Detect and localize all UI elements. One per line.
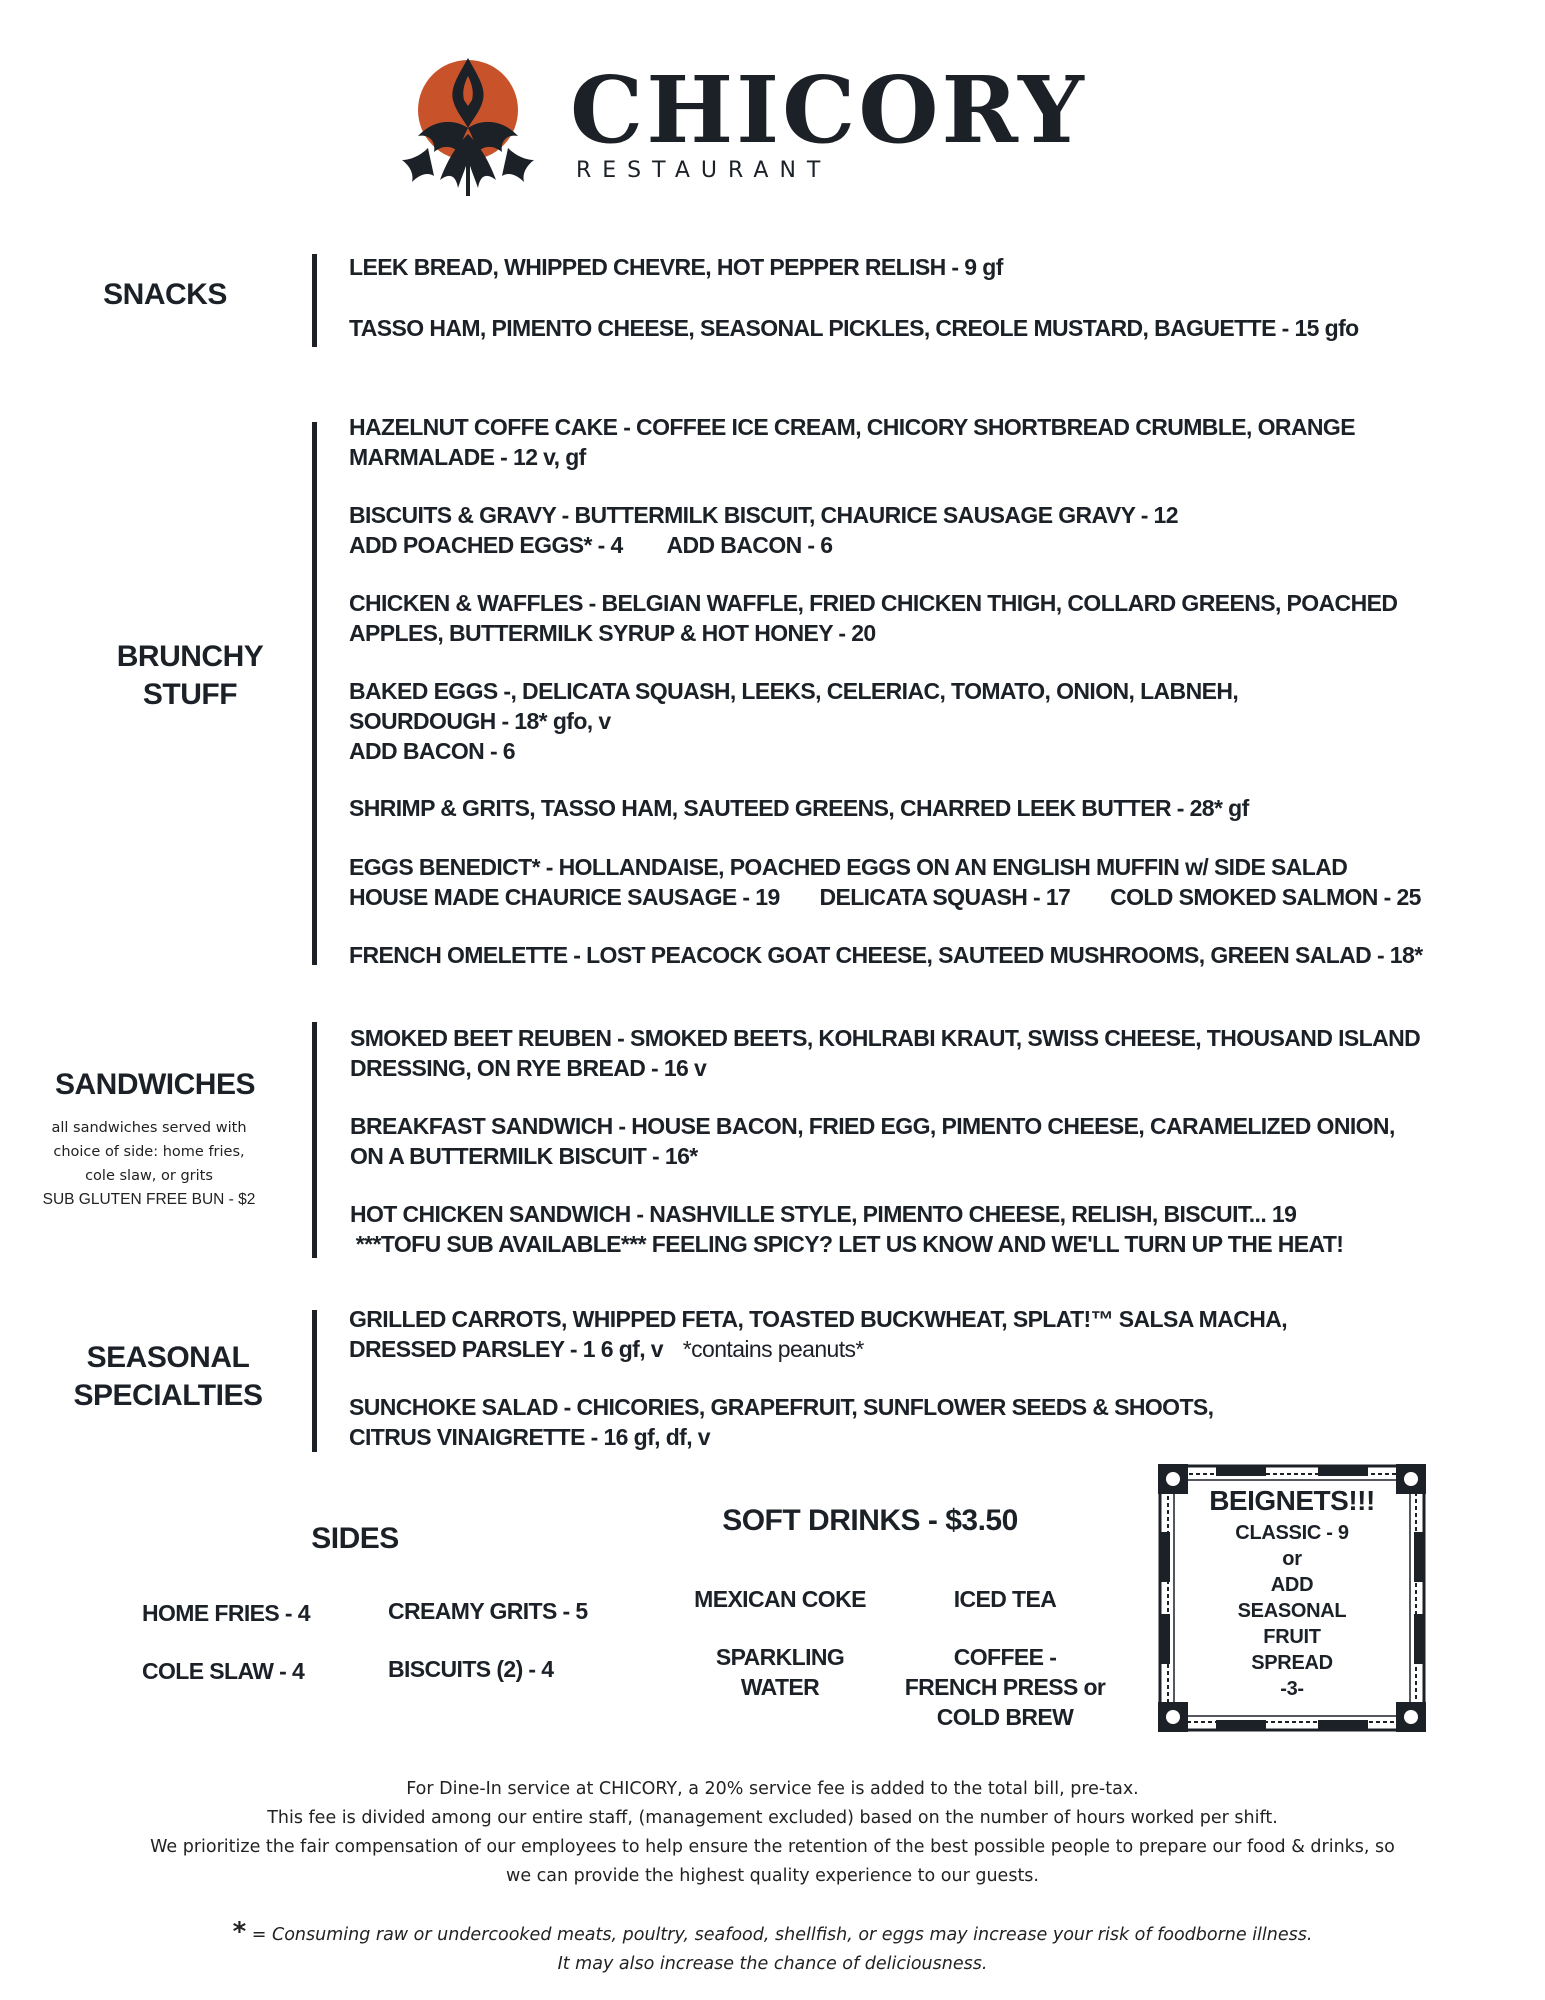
divider: [312, 1022, 317, 1258]
menu-item-line: CHICKEN & WAFFLES - BELGIAN WAFFLE, FRIED CHICKEN THIGH, COLLARD GREENS, POACHED: [349, 590, 1398, 616]
drinks-title: SOFT DRINKS - $3.50: [722, 1504, 1018, 1537]
beignets-line: SEASONAL: [1237, 1600, 1347, 1622]
note-line: SUB GLUTEN FREE BUN - $2: [42, 1191, 256, 1208]
menu-item: FRENCH OMELETTE - LOST PEACOCK GOAT CHEESE, SAUTEED MUSHROOMS, GREEN SALAD - 18*: [349, 942, 1423, 968]
menu-item-text: DRESSED PARSLEY - 1 6 gf, v: [349, 1336, 663, 1362]
food-safety-disclaimer: [0, 1918, 1545, 1979]
drink-line: SPARKLING: [715, 1644, 845, 1670]
allergen-note: *contains peanuts*: [682, 1336, 864, 1362]
divider: [312, 422, 317, 965]
menu-item-line: ***TOFU SUB AVAILABLE*** FEELING SPICY? LET US KNOW AND WE'LL TURN UP THE HEAT!: [350, 1231, 1344, 1257]
drink-line: WATER: [740, 1674, 820, 1700]
section-label-seasonal: [48, 1339, 288, 1415]
menu-item-line: EGGS BENEDICT* - HOLLANDAISE, POACHED EGGS ON AN ENGLISH MUFFIN w/ SIDE SALAD: [349, 854, 1348, 880]
notice-line: This fee is divided among our entire staff, (management excluded) based on the number of hours worked per shift.: [267, 1808, 1278, 1828]
chicory-leaf-icon: [398, 48, 538, 198]
logo: [398, 48, 538, 198]
menu-item-line: SMOKED BEET REUBEN - SMOKED BEETS, KOHLRABI KRAUT, SWISS CHEESE, THOUSAND ISLAND: [350, 1025, 1421, 1051]
section-label-line: STUFF: [142, 678, 238, 711]
beignets-title: BEIGNETS!!!: [1209, 1485, 1375, 1516]
drink-item: [670, 1642, 890, 1702]
menu-item: [349, 588, 1397, 648]
menu-item: [349, 412, 1355, 472]
beignets-line: or: [1282, 1548, 1302, 1570]
service-fee-notice: [0, 1775, 1545, 1891]
drink-item: MEXICAN COKE: [694, 1586, 866, 1612]
beignets-details: [1156, 1520, 1428, 1702]
section-label-line: SEASONAL: [86, 1341, 250, 1374]
menu-item: [349, 500, 1178, 560]
section-label-brunch: [90, 638, 290, 714]
drink-item: ICED TEA: [953, 1586, 1057, 1612]
menu-item-line: [349, 530, 1178, 560]
brand-subtitle: RESTAURANT: [576, 158, 832, 183]
menu-item-line: BISCUITS & GRAVY - BUTTERMILK BISCUIT, CHAURICE SAUSAGE GRAVY - 12: [349, 502, 1178, 528]
menu-item: SHRIMP & GRITS, TASSO HAM, SAUTEED GREENS, CHARRED LEEK BUTTER - 28* gf: [349, 795, 1249, 821]
drink-line: COLD BREW: [936, 1704, 1074, 1730]
sides-title: SIDES: [311, 1522, 399, 1555]
side-item: BISCUITS (2) - 4: [388, 1656, 554, 1682]
notice-line: we can provide the highest quality experience to our guests.: [506, 1866, 1039, 1886]
menu-item: [350, 1023, 1420, 1083]
menu-item: [350, 1111, 1395, 1171]
add-on: ADD BACON - 6: [666, 532, 833, 558]
notice-line: For Dine-In service at CHICORY, a 20% service fee is added to the total bill, pre-tax.: [406, 1779, 1139, 1799]
menu-item-line: SOURDOUGH - 18* gfo, v: [349, 708, 611, 734]
section-label-line: BRUNCHY: [116, 640, 264, 673]
brand-name: CHICORY: [570, 56, 1087, 164]
beignets-line: FRUIT: [1263, 1626, 1321, 1648]
beignets-line: -3-: [1280, 1678, 1304, 1700]
variant: HOUSE MADE CHAURICE SAUSAGE - 19: [349, 884, 780, 910]
menu-item-line: CITRUS VINAIGRETTE - 16 gf, df, v: [349, 1424, 711, 1450]
add-on: ADD POACHED EGGS* - 4: [349, 532, 623, 558]
note-line: choice of side: home fries,: [53, 1144, 245, 1160]
menu-item-line: APPLES, BUTTERMILK SYRUP & HOT HONEY - 20: [349, 620, 876, 646]
menu-item-line: SUNCHOKE SALAD - CHICORIES, GRAPEFRUIT, SUNFLOWER SEEDS & SHOOTS,: [349, 1394, 1214, 1420]
beignets-line: CLASSIC - 9: [1235, 1522, 1349, 1544]
menu-item-line: ADD BACON - 6: [349, 738, 515, 764]
divider: [312, 1310, 317, 1452]
menu-item-line: HAZELNUT COFFE CAKE - COFFEE ICE CREAM, CHICORY SHORTBREAD CRUMBLE, ORANGE: [349, 414, 1355, 440]
disclaimer-line: [0, 1918, 1545, 1950]
section-label-snacks: SNACKS: [103, 278, 227, 311]
menu-item-line: [349, 882, 1421, 912]
menu-item: [349, 852, 1421, 912]
menu-item: TASSO HAM, PIMENTO CHEESE, SEASONAL PICKLES, CREOLE MUSTARD, BAGUETTE - 15 gfo: [349, 315, 1359, 341]
menu-item: [349, 676, 1238, 766]
menu-item-line: BAKED EGGS -, DELICATA SQUASH, LEEKS, CELERIAC, TOMATO, ONION, LABNEH,: [349, 678, 1239, 704]
menu-item-line: [349, 1334, 1287, 1364]
drink-line: COFFEE -: [953, 1644, 1057, 1670]
menu-item: LEEK BREAD, WHIPPED CHEVRE, HOT PEPPER RELISH - 9 gf: [349, 254, 1003, 280]
beignets-line: ADD: [1270, 1574, 1314, 1596]
divider: [312, 254, 317, 347]
menu-item: [349, 1392, 1213, 1452]
beignets-box: [1156, 1462, 1428, 1734]
menu-item-line: MARMALADE - 12 v, gf: [349, 444, 586, 470]
note-line: all sandwiches served with: [51, 1120, 247, 1136]
menu-item-line: GRILLED CARROTS, WHIPPED FETA, TOASTED BUCKWHEAT, SPLAT!™ SALSA MACHA,: [349, 1306, 1288, 1332]
side-item: CREAMY GRITS - 5: [388, 1598, 588, 1624]
drink-line: FRENCH PRESS or: [904, 1674, 1106, 1700]
disclaimer-line: It may also increase the chance of deliciousness.: [557, 1954, 988, 1974]
sandwiches-note: [16, 1116, 282, 1212]
side-item: COLE SLAW - 4: [142, 1658, 305, 1684]
section-label-line: SPECIALTIES: [73, 1379, 263, 1412]
side-item: HOME FRIES - 4: [142, 1600, 310, 1626]
menu-item-line: ON A BUTTERMILK BISCUIT - 16*: [350, 1143, 698, 1169]
menu-item: [349, 1304, 1287, 1364]
disclaimer-text: = Consuming raw or undercooked meats, poultry, seafood, shellfish, or eggs may increase your risk of foodborne illness.: [251, 1925, 1313, 1945]
asterisk-icon: *: [232, 1917, 247, 1947]
menu-item-line: BREAKFAST SANDWICH - HOUSE BACON, FRIED EGG, PIMENTO CHEESE, CARAMELIZED ONION,: [350, 1113, 1395, 1139]
menu-item: [350, 1199, 1343, 1259]
section-label-sandwiches: SANDWICHES: [54, 1068, 255, 1101]
variant: COLD SMOKED SALMON - 25: [1110, 884, 1421, 910]
note-line: cole slaw, or grits: [85, 1168, 213, 1184]
notice-line: We prioritize the fair compensation of our employees to help ensure the retention of the best possible people to prepare our food & drinks, so: [150, 1837, 1395, 1857]
drink-item: [890, 1642, 1120, 1732]
variant: DELICATA SQUASH - 17: [819, 884, 1071, 910]
menu-item-line: DRESSING, ON RYE BREAD - 16 v: [350, 1055, 707, 1081]
beignets-line: SPREAD: [1251, 1652, 1333, 1674]
menu-item-line: HOT CHICKEN SANDWICH - NASHVILLE STYLE, PIMENTO CHEESE, RELISH, BISCUIT... 19: [350, 1201, 1297, 1227]
